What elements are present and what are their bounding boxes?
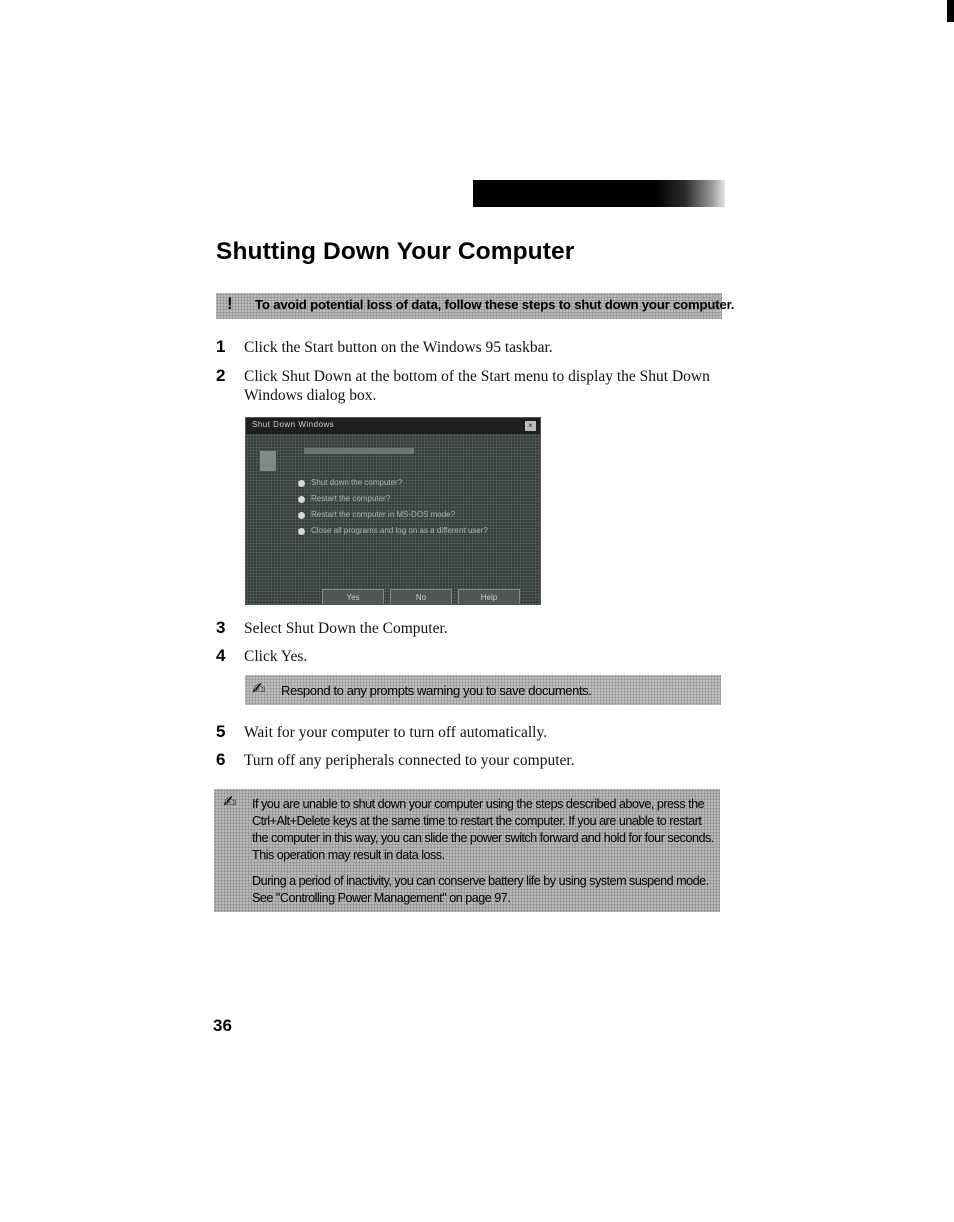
step-text: Select Shut Down the Computer. (244, 620, 448, 637)
dialog-option-label: Close all programs and log on as a different user? (311, 526, 488, 535)
close-icon: × (525, 421, 536, 431)
radio-icon (298, 528, 305, 535)
radio-icon (298, 512, 305, 519)
pencil-note-icon: ✍ (252, 679, 266, 698)
computer-icon (260, 451, 276, 471)
step-text: Wait for your computer to turn off automatically. (244, 724, 548, 741)
dialog-body (246, 434, 540, 605)
dialog-titlebar (246, 418, 540, 434)
note-paragraph: If you are unable to shut down your computer using the steps described above, press the Ctrl+Alt+Delete keys at the same time to restart the computer. If you are unable to restart the computer in this way, you can slide the power switch forward and hold for four seconds. This operation may result in data loss. (252, 797, 714, 862)
step-number: 3 (216, 618, 226, 637)
shut-down-dialog-screenshot (245, 417, 541, 605)
page-edge-mark (947, 0, 954, 22)
page-title: Shutting Down Your Computer (216, 238, 575, 265)
step-text: Turn off any peripherals connected to your computer. (244, 752, 575, 769)
step-number: 4 (216, 646, 226, 665)
step-text: Click the Start button on the Windows 95 taskbar. (244, 339, 553, 356)
radio-icon (298, 496, 305, 503)
note-text: Respond to any prompts warning you to save documents. (281, 683, 592, 698)
no-button: No (390, 589, 452, 605)
note-paragraph: During a period of inactivity, you can conserve battery life by using system suspend mode. See "Controlling Power Management" on page 97. (252, 874, 709, 905)
pencil-note-icon: ✍ (223, 792, 237, 811)
warning-banner (216, 293, 735, 319)
step-number: 6 (216, 750, 226, 769)
yes-button: Yes (322, 589, 384, 605)
dialog-option-label: Shut down the computer? (311, 478, 403, 487)
page-number: 36 (213, 1016, 232, 1035)
note-banner (245, 675, 721, 705)
dialog-prompt (304, 448, 414, 454)
step-number: 5 (216, 722, 226, 741)
note-box (214, 789, 720, 912)
dialog-option-label: Restart the computer in MS-DOS mode? (311, 510, 456, 519)
dialog-title: Shut Down Windows (252, 420, 335, 429)
exclamation-icon: ! (227, 294, 233, 313)
step-number: 2 (216, 366, 226, 385)
warning-text: To avoid potential loss of data, follow these steps to shut down your computer. (255, 297, 735, 312)
radio-icon (298, 480, 305, 487)
help-button: Help (458, 589, 520, 605)
step-text: Click Shut Down at the bottom of the Start menu to display the Shut Down Windows dialog box. (244, 368, 710, 404)
step-number: 1 (216, 337, 226, 356)
dialog-option-label: Restart the computer? (311, 494, 391, 503)
section-header-bar (473, 180, 725, 207)
step-text: Click Yes. (244, 648, 308, 665)
